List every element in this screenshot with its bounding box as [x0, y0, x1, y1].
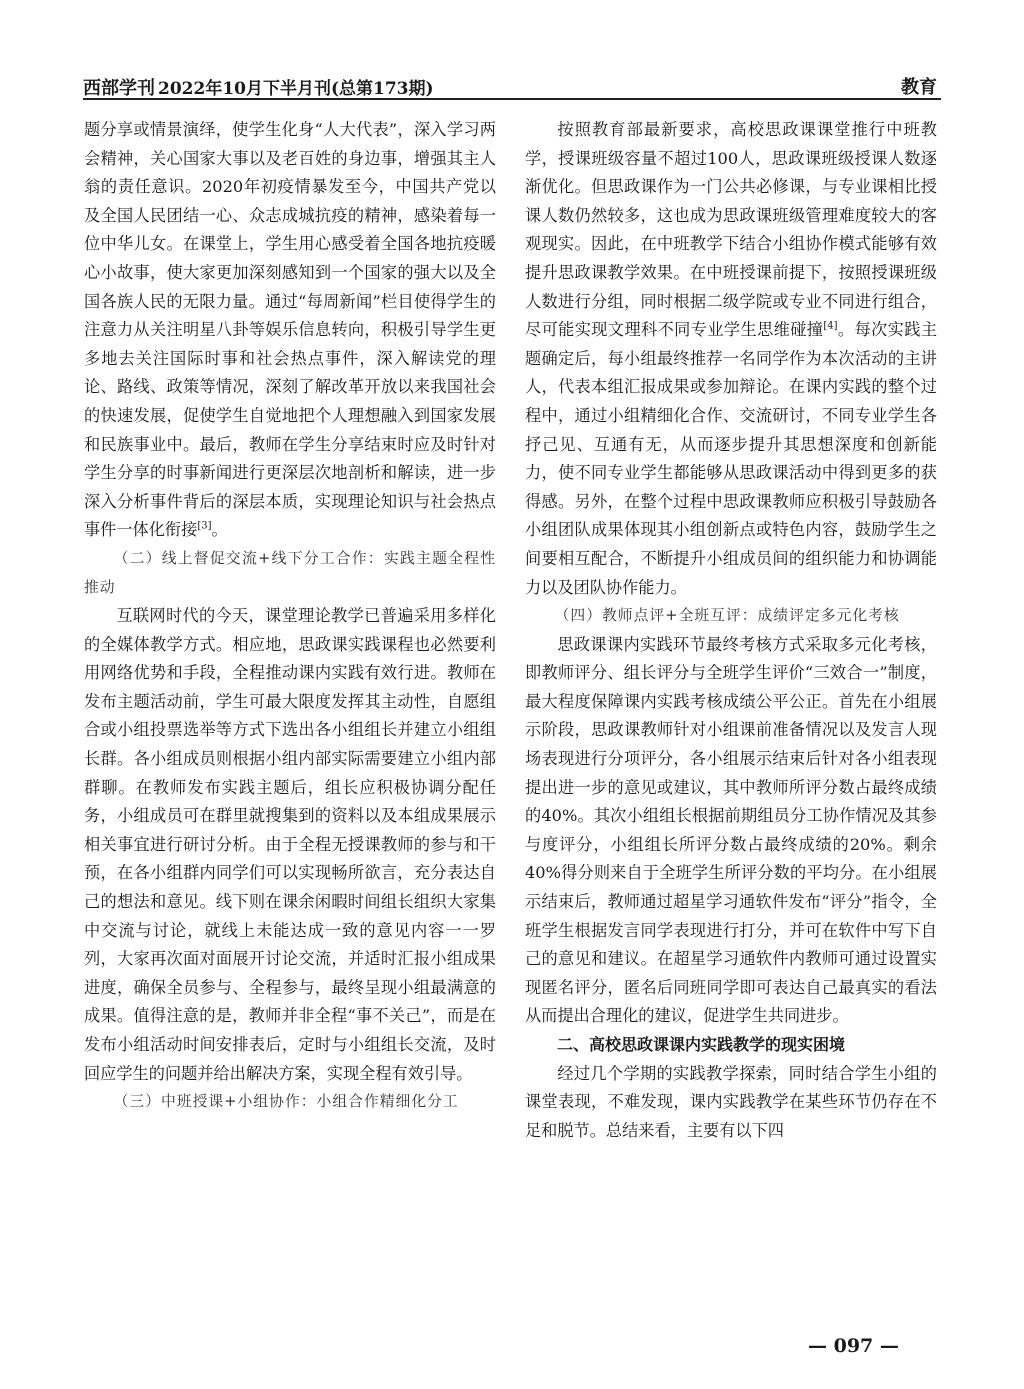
citation-ref: [4] — [823, 320, 838, 332]
issue-info: 2022年10月下半月刊(总第173期) — [158, 79, 434, 99]
paragraph-online-offline: 互联网时代的今天，课堂理论教学已普遍采用多样化的全媒体教学方式。相应地，思政课实践课程也必然要利用网络优势和手段，全程推动课内实践有效行进。教师在发布主题活动前，学生可最大限度发挥其主动性，自愿组合或小组投票选举等方式下选出各小组组长并建立小组组长群。各小组成员则根据小组内部实际需要建立小组内部群聊。在教师发布实践主题后，组长应积极协调分配任务，小组成员可在群里就搜集到的资料以及本组成果展示相关事宜进行研讨分析。由于全程无授课教师的参与和干预，在各小组群内同学们可以实现畅所欲言，充分表达自己的想法和意见。线下则在课余闲暇时间组长组织大家集中交流与讨论，就线上未能达成一致的意见内容一一罗列，大家再次面对面展开讨论交流，并适时汇报小组成果进度，确保全员参与、全程参与，最终呈现小组最满意的成果。值得注意的是，教师并非全程“事不关己”，而是在发布小组活动时间安排表后，定时与小组组长交流，及时回应学生的问题并给出解决方案，实现全程有效引导。 — [84, 606, 496, 1083]
header-journal-info — [83, 74, 434, 100]
paragraph-difficulties: 经过几个学期的实践教学探索，同时结合学生小组的课堂表现，不难发现，课内实践教学在某些环节仍存在不足和脱节。总结来看，主要有以下四 — [525, 1063, 937, 1140]
subsection-heading-4: （四）教师点评+全班互评：成绩评定多元化考核 — [554, 607, 900, 625]
citation-ref: [3] — [197, 520, 212, 532]
section-heading-2: 二、高校思政课课内实践教学的现实困境 — [557, 1035, 846, 1054]
subsection-heading-2: （二）线上督促交流+线下分工合作：实践主题全程性推动 — [84, 549, 496, 596]
paragraph-medium-class — [525, 116, 937, 602]
paragraph-evaluation: 思政课课内实践环节最终考核方式采取多元化考核，即教师评分、组长评分与全班学生评价“三效合一”制度，最大程度保障课内实践考核成绩公平公正。首先在小组展示阶段，思政课教师针对小组课前准备情况以及发言人现场表现进行分项评分，各小组展示结束后针对各小组表现提出进一步的意见或建议，其中教师所评分数占最终成绩的40%。其次小组组长根据前期组员分工协作情况及其参与度评分，小组组长所评分数占最终成绩的20%。剩余40%得分则来自于全班学生所评分数的平均分。在小组展示结束后，教师通过超星学习通软件发布“评分”指令，全班学生根据发言同学表现进行打分，并可在软件中写下自己的意见和建议。在超星学习通软件内教师可通过设置实现匿名评分，匿名后同班同学即可表达自己最真实的看法从而提出合理化的建议，促进学生共同进步。 — [525, 634, 937, 1026]
paragraph-text-rest: 。每次实践主题确定后，每小组最终推荐一名同学作为本次活动的主讲人，代表本组汇报成果或参加辩论。在课内实践的整个过程中，通过小组精细化合作、交流研讨，不同专业学生各抒己见、互通有无，从而逐步提升其思想深度和创新能力，使不同专业学生都能够从思政课活动中得到更多的获得感。另外，在整个过程中思政课教师应积极引导鼓励各小组团队成果体现其小组创新点或特色内容，鼓励学生之间要相互配合，不断提升小组成员间的组织能力和协调能力以及团队协作能力。 — [525, 320, 938, 597]
section-label: 教育 — [901, 77, 937, 98]
right-column — [525, 116, 937, 1145]
paragraph-news-sharing — [84, 116, 496, 545]
subsection-heading-3: （三）中班授课+小组协作：小组合作精细化分工 — [113, 1093, 459, 1111]
running-header — [83, 68, 941, 102]
paragraph-text: 按照教育部最新要求，高校思政课课堂推行中班教学，授课班级容量不超过100人，思政课班级授课人数逐渐优化。但思政课作为一门公共必修课，与专业课相比授课人数仍然较多，这也成为思政课班级管理难度较大的客观现实。因此，在中班教学下结合小组协作模式能够有效提升思政课教学效果。在中班授课前提下，按照授课班级人数进行分组，同时根据二级学院或专业不同进行组合，尽可能实现文理科不同专业学生思维碰撞 — [525, 120, 937, 340]
journal-logo: 西部学刊 — [83, 78, 155, 99]
paragraph-text-end: 。 — [211, 520, 228, 540]
header-rule — [83, 98, 941, 100]
paragraph-text: 题分享或情景演绎，使学生化身“人大代表”，深入学习两会精神，关心国家大事以及老百姓的身边事，增强其主人翁的责任意识。2020年初疫情暴发至今，中国共产党以及全国人民团结一心、众志成城抗疫的精神，感染着每一位中华儿女。在课堂上，学生用心感受着全国各地抗疫暖心小故事，使大家更加深刻感知到一个国家的强大以及全国各族人民的无限力量。通过“每周新闻”栏目使得学生的注意力从关注明星八卦等娱乐信息转向，积极引导学生更多地去关注国际时事和社会热点事件，深入解读党的理论、路线、政策等情况，深刻了解改革开放以来我国社会的快速发展，促使学生自觉地把个人理想融入到国家发展和民族事业中。最后，教师在学生分享结束时应及时针对学生分享的时事新闻进行更深层次地剖析和解读，进一步深入分析事件背后的深层本质，实现理论知识与社会热点事件一体化衔接 — [84, 120, 496, 540]
page-number: — 097 — — [808, 1335, 899, 1357]
left-column — [84, 116, 496, 1117]
